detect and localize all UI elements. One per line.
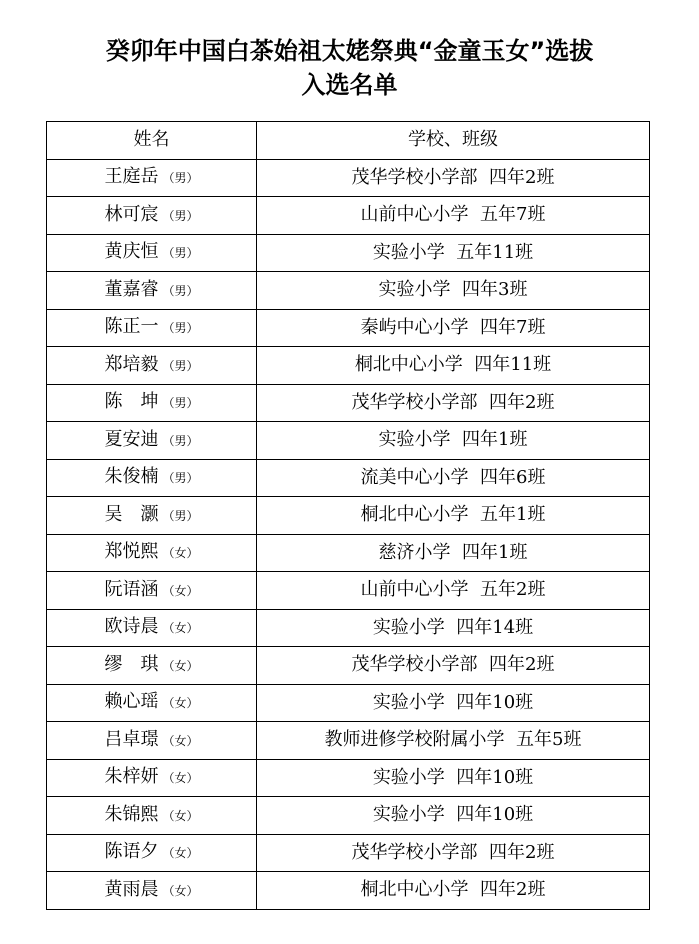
table-row [47,534,650,572]
student-gender: （女） [162,808,199,823]
school-class-cell: 实验小学 四年1班 [257,422,650,460]
student-gender: （男） [162,471,199,486]
student-gender: （男） [162,433,199,448]
student-name: 吴 灏 [104,503,159,525]
school-class-cell: 实验小学 四年3班 [257,272,650,310]
table-header-row [47,122,650,160]
table-row [47,384,650,422]
school-class-cell: 实验小学 四年10班 [257,759,650,797]
student-cell [47,159,257,197]
school-class-cell: 桐北中心小学 四年2班 [257,872,650,910]
school-class-cell: 实验小学 四年14班 [257,609,650,647]
student-gender: （女） [162,846,199,861]
student-name: 赖心瑶 [104,691,159,713]
school-class-cell: 桐北中心小学 五年1班 [257,497,650,535]
school-class-cell: 实验小学 四年10班 [257,797,650,835]
student-cell [47,422,257,460]
school-class-cell: 山前中心小学 五年7班 [257,197,650,235]
student-gender: （女） [162,658,199,673]
table-row [47,759,650,797]
student-name: 吕卓璟 [104,728,159,750]
table-row [47,497,650,535]
student-cell [47,459,257,497]
table-row [47,609,650,647]
student-name: 朱锦熙 [104,803,159,825]
table-row [47,722,650,760]
student-gender: （女） [162,546,199,561]
student-name: 董嘉睿 [104,278,159,300]
student-name: 郑悦熙 [104,541,159,563]
table-row [47,797,650,835]
student-gender: （男） [162,246,199,261]
student-gender: （女） [162,696,199,711]
student-gender: （男） [162,171,199,186]
school-class-cell: 茂华学校小学部 四年2班 [257,384,650,422]
document-title: 癸卯年中国白茶始祖太姥祭典“金童玉女”选拔 [105,37,594,65]
document-subtitle: 入选名单 [301,71,398,99]
student-cell [47,347,257,385]
student-name: 欧诗晨 [104,616,159,638]
table-row [47,684,650,722]
table-row [47,347,650,385]
student-name: 黄庆恒 [104,241,159,263]
student-cell [47,647,257,685]
student-cell [47,384,257,422]
school-class-cell: 茂华学校小学部 四年2班 [257,834,650,872]
table-row [47,647,650,685]
student-name: 黄雨晨 [104,878,159,900]
student-name: 阮语涵 [104,578,159,600]
table-body [47,159,650,909]
school-class-cell: 实验小学 五年11班 [257,234,650,272]
school-class-cell: 秦屿中心小学 四年7班 [257,309,650,347]
school-class-cell: 茂华学校小学部 四年2班 [257,647,650,685]
school-class-cell: 慈济小学 四年1班 [257,534,650,572]
table-row [47,159,650,197]
student-cell [47,234,257,272]
student-cell [47,197,257,235]
header-school-class: 学校、班级 [257,122,650,160]
table-row [47,234,650,272]
student-gender: （男） [162,321,199,336]
student-cell [47,497,257,535]
table-row [47,459,650,497]
selection-list-table [46,121,650,910]
student-cell [47,759,257,797]
student-gender: （男） [162,208,199,223]
student-name: 夏安迪 [104,428,159,450]
student-gender: （男） [162,396,199,411]
student-gender: （男） [162,508,199,523]
student-name: 王庭岳 [104,166,159,188]
table-row [47,309,650,347]
student-name: 陈 坤 [104,391,159,413]
student-name: 缪 琪 [104,653,159,675]
student-gender: （女） [162,883,199,898]
student-gender: （男） [162,283,199,298]
school-class-cell: 桐北中心小学 四年11班 [257,347,650,385]
table-row [47,834,650,872]
school-class-cell: 教师进修学校附属小学 五年5班 [257,722,650,760]
student-name: 郑培毅 [104,353,159,375]
student-name: 林可宸 [104,203,159,225]
student-cell [47,309,257,347]
student-cell [47,684,257,722]
table-row [47,572,650,610]
student-cell [47,797,257,835]
student-name: 陈语夕 [104,841,159,863]
student-cell [47,834,257,872]
student-gender: （女） [162,733,199,748]
table-row [47,197,650,235]
student-gender: （男） [162,358,199,373]
student-cell [47,572,257,610]
student-cell [47,722,257,760]
student-cell [47,609,257,647]
table-row [47,872,650,910]
student-cell [47,872,257,910]
school-class-cell: 流美中心小学 四年6班 [257,459,650,497]
student-cell [47,534,257,572]
school-class-cell: 实验小学 四年10班 [257,684,650,722]
student-name: 朱俊楠 [104,466,159,488]
student-gender: （女） [162,621,199,636]
header-name: 姓名 [47,122,257,160]
student-gender: （女） [162,583,199,598]
student-name: 陈正一 [104,316,159,338]
table-row [47,422,650,460]
student-gender: （女） [162,771,199,786]
school-class-cell: 茂华学校小学部 四年2班 [257,159,650,197]
student-cell [47,272,257,310]
school-class-cell: 山前中心小学 五年2班 [257,572,650,610]
student-name: 朱梓妍 [104,766,159,788]
table-row [47,272,650,310]
